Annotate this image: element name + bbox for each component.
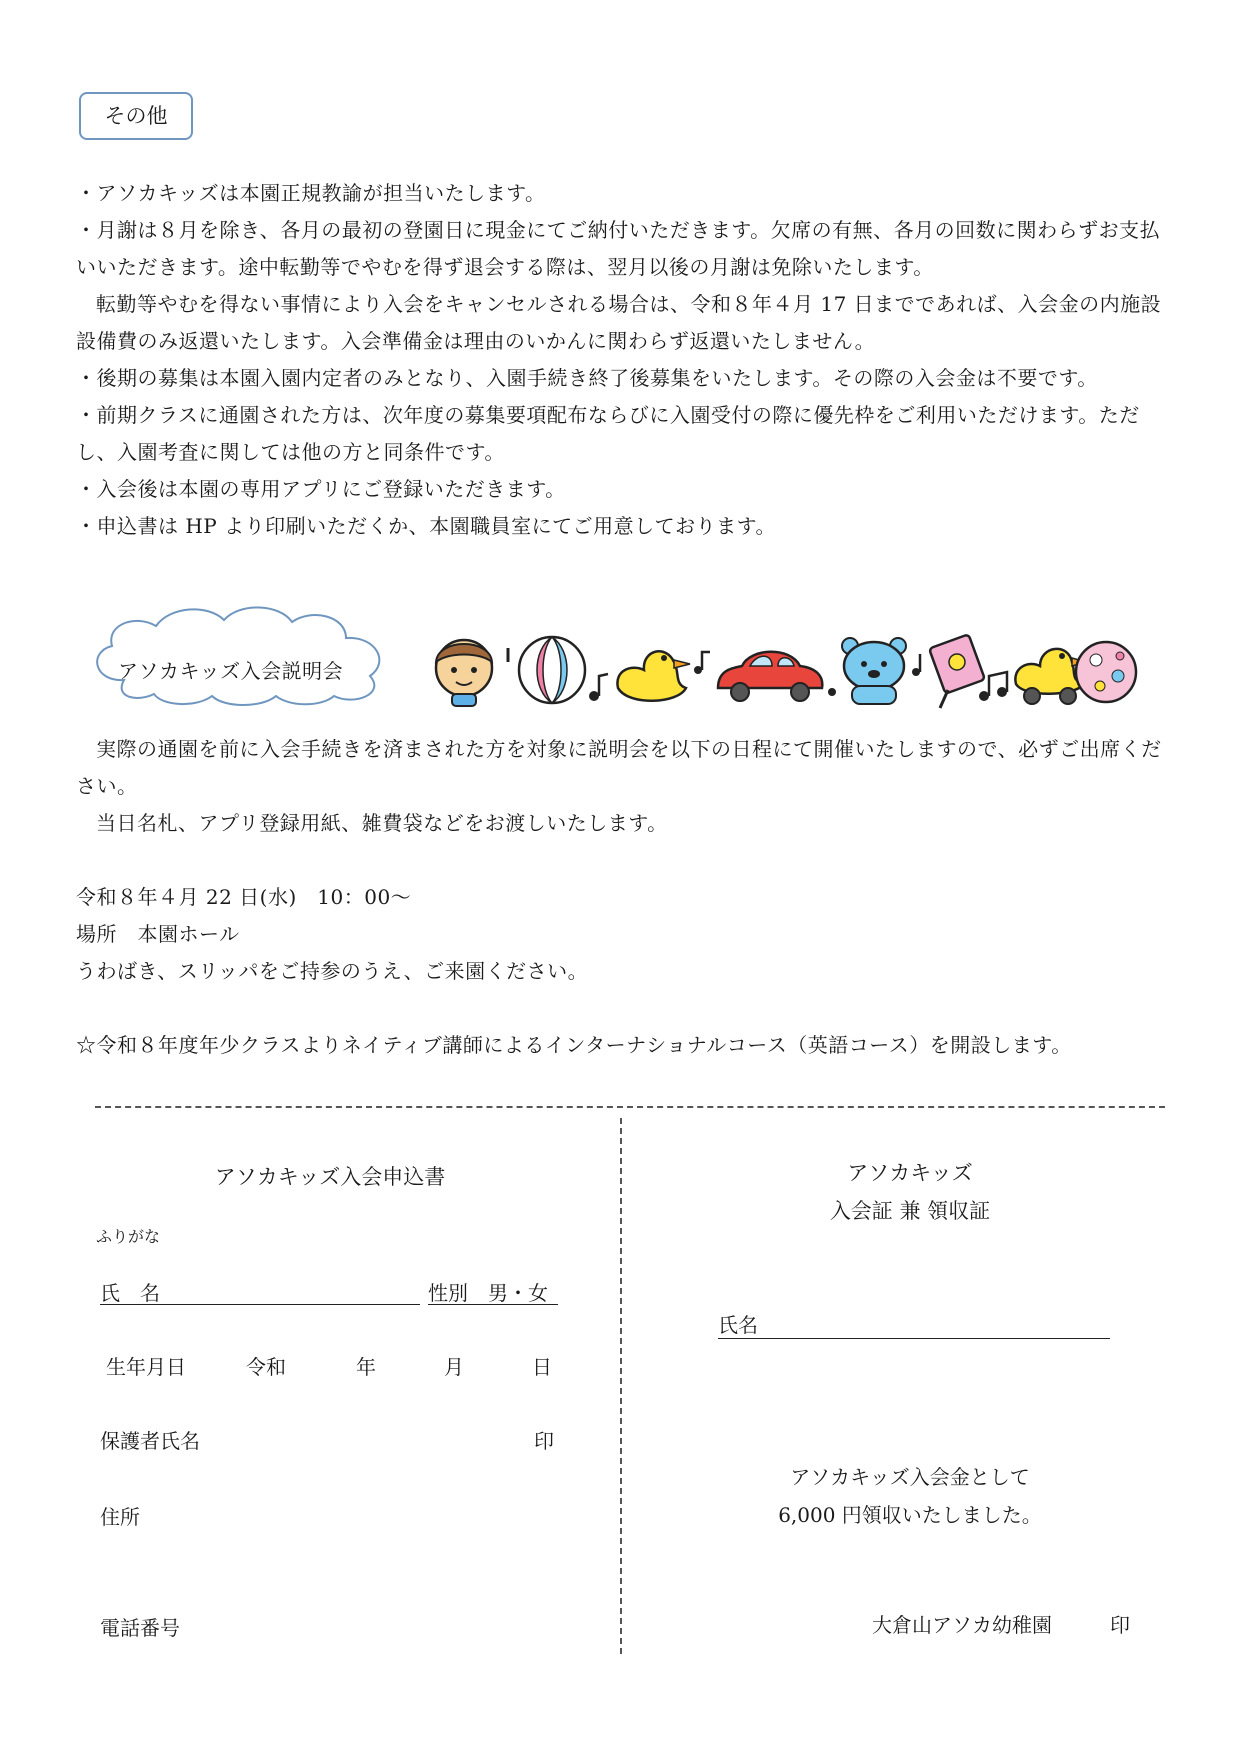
address-label: 住所 xyxy=(100,1505,140,1529)
beach-ball-icon xyxy=(519,637,585,703)
issuer-name: 大倉山アソカ幼稚園 xyxy=(872,1613,1052,1637)
note-item: ・前期クラスに通園された方は、次年度の募集要項配布ならびに入園受付の際に優先枠をご利用いただけます。ただし、入園考査に関しては他の方と同条件です。 xyxy=(76,403,1140,464)
name-label: 氏 名 xyxy=(100,1281,160,1305)
section-label-box xyxy=(79,92,193,140)
issuer-seal: 印 xyxy=(1110,1613,1130,1637)
note-item: ・後期の募集は本園入園内定者のみとなり、入園手続き終了後募集をいたします。その際の入会金は不要です。 xyxy=(76,366,1098,390)
cut-line-horizontal xyxy=(95,1106,1165,1108)
birth-month-label: 月 xyxy=(444,1355,464,1379)
section-label: その他 xyxy=(104,104,168,128)
music-note-icon xyxy=(912,654,920,676)
receipt-name-label: 氏名 xyxy=(718,1313,758,1337)
briefing-paragraph: 実際の通園を前に入会手続きを済まされた方を対象に説明会を以下の日程にて開催いたしますので、必ずご出席ください。 xyxy=(76,737,1162,798)
receipt-amount-line2: 6,000 円領収いたしました。 xyxy=(778,1503,1042,1527)
child-face-icon xyxy=(436,640,492,706)
toy-car-icon xyxy=(718,652,822,701)
application-form-title: アソカキッズ入会申込書 xyxy=(214,1165,446,1189)
briefing-bring: うわばき、スリッパをご持参のうえ、ご来園ください。 xyxy=(76,959,589,983)
music-note-icon xyxy=(694,652,710,674)
note-item: ・月謝は８月を除き、各月の最初の登園日に現金にてご納付いただきます。欠席の有無、各月の回数に関わらずお支払いいただきます。途中転勤等でやむを得ず退会する際は、翌月以後の月謝は免除いたします。 xyxy=(76,218,1161,279)
cut-line-vertical xyxy=(620,1118,622,1654)
phone-label: 電話番号 xyxy=(100,1616,180,1640)
receipt-amount-line1: アソカキッズ入会金として xyxy=(790,1465,1030,1489)
polka-dot-ball-icon xyxy=(1076,642,1136,702)
toy-decoration xyxy=(428,630,1140,710)
note-item: ・入会後は本園の専用アプリにご登録いただきます。 xyxy=(76,477,566,501)
guardian-name-label: 保護者氏名 xyxy=(100,1429,200,1453)
receipt-name-field[interactable] xyxy=(718,1338,1110,1339)
music-note-icon xyxy=(589,674,608,701)
note-item: ・アソカキッズは本園正規教諭が担当いたします。 xyxy=(76,181,546,205)
gender-label: 性別 男・女 xyxy=(428,1281,548,1305)
gender-underline xyxy=(428,1304,558,1305)
briefing-date: 令和８年４月 22 日(水) 10：00～ xyxy=(76,885,412,909)
name-field[interactable] xyxy=(100,1304,420,1305)
music-note-icon xyxy=(828,688,836,696)
birth-era: 令和 xyxy=(246,1355,286,1379)
birth-date-label: 生年月日 xyxy=(106,1355,186,1379)
briefing-section xyxy=(76,731,1166,1064)
note-item: ・申込書は HP より印刷いただくか、本園職員室にてご用意しております。 xyxy=(76,514,777,538)
briefing-paragraph: 当日名札、アプリ登録用紙、雑費袋などをお渡しいたします。 xyxy=(96,811,668,835)
flower-card-icon xyxy=(929,634,985,708)
receipt-title: アソカキッズ xyxy=(847,1161,973,1185)
receipt-subtitle: 入会証 兼 領収証 xyxy=(829,1199,991,1223)
duck-icon xyxy=(617,651,690,700)
furigana-label: ふりがな xyxy=(96,1227,161,1246)
cloud-icon xyxy=(84,602,396,707)
guardian-seal: 印 xyxy=(534,1429,554,1453)
briefing-title: アソカキッズ入会説明会 xyxy=(118,659,344,683)
birth-year-label: 年 xyxy=(356,1355,376,1379)
briefing-place: 場所 本園ホール xyxy=(76,922,240,946)
teddy-bear-icon xyxy=(842,638,906,704)
note-item: 転勤等やむを得ない事情により入会をキャンセルされる場合は、令和８年４月 17 日までであれば、入会金の内施設設備費のみ返還いたします。入会準備金は理由のいかんに関わらず返還いたしません。 xyxy=(76,292,1162,353)
birth-day-label: 日 xyxy=(532,1355,552,1379)
announcement: ☆令和８年度年少クラスよりネイティブ講師によるインターナショナルコース（英語コース）を開設します。 xyxy=(76,1033,1072,1057)
notes-section xyxy=(76,175,1166,545)
